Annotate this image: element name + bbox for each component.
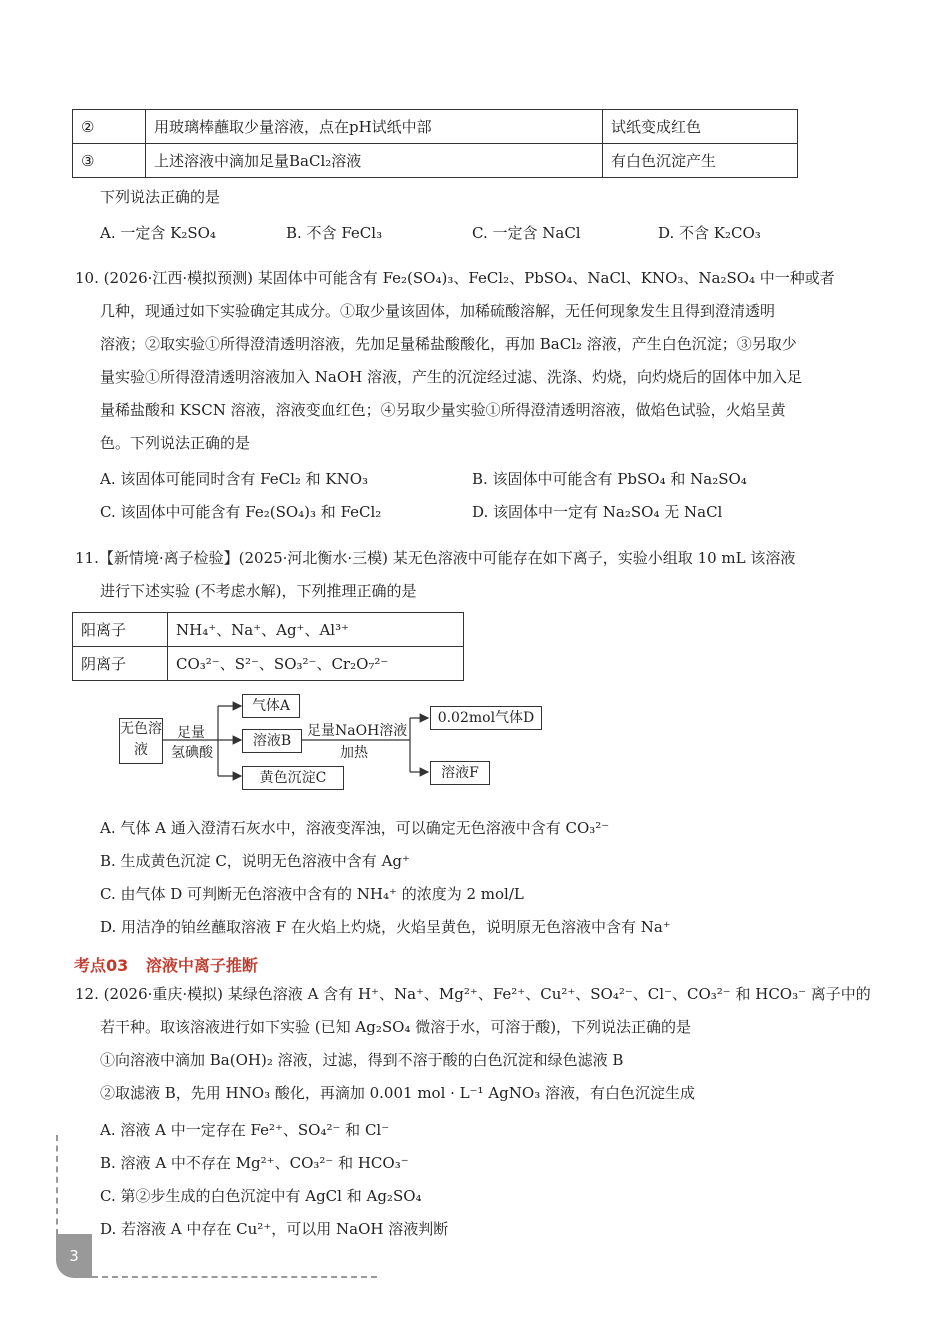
reagent-label: 足量NaOH溶液 [307,723,408,739]
option-a[interactable]: A. 一定含 K₂SO₄ [100,224,216,242]
q11-line: 11.【新情境·离子检验】(2025·河北衡水·三模) 某无色溶液中可能存在如下离子，实验小组取 10 mL 该溶液 [75,549,796,567]
page-border-decoration [92,1276,377,1278]
option-b[interactable]: B. 生成黄色沉淀 C，说明无色溶液中含有 Ag⁺ [100,852,410,870]
q10-line: 色。下列说法正确的是 [100,434,251,452]
solution-b-box: 溶液B [242,729,302,753]
table-cell: NH₄⁺、Na⁺、Ag⁺、Al³⁺ [168,613,464,647]
option-c[interactable]: C. 一定含 NaCl [472,224,581,242]
table-cell: 阴离子 [73,647,168,681]
page-border-decoration [56,1135,58,1235]
reagent-label: 足量 [177,725,205,741]
section-label: 考点03 [74,956,129,975]
table-cell: 有白色沉淀产生 [603,144,798,178]
ion-table [72,612,464,681]
q12-line: 若干种。取该溶液进行如下实验 (已知 Ag₂SO₄ 微溶于水，可溶于酸)，下列说法正确的是 [100,1018,692,1036]
table-cell: 用玻璃棒蘸取少量溶液，点在pH试纸中部 [146,110,603,144]
precipitate-c-box: 黄色沉淀C [242,766,344,790]
question-stem: 下列说法正确的是 [100,188,221,206]
q10-line: 几种，现通过如下实验确定其成分。①取少量该固体，加稀硫酸溶解，无任何现象发生且得到澄清透明 [100,302,776,320]
q10-line: 10. (2026·江西·模拟预测) 某固体中可能含有 Fe₂(SO₄)₃、FeCl₂、PbSO₄、NaCl、KNO₃、Na₂SO₄ 中一种或者 [75,269,835,287]
table-cell: 试纸变成红色 [603,110,798,144]
option-a[interactable]: A. 该固体可能同时含有 FeCl₂ 和 KNO₃ [100,470,369,488]
solution-f-box: 溶液F [430,761,490,785]
q10-line: 量稀盐酸和 KSCN 溶液，溶液变血红色；④另取少量实验①所得澄清透明溶液，做焰色试验，火焰呈黄 [100,401,786,419]
table-row [73,110,798,144]
gas-d-box: 0.02mol气体D [430,706,542,730]
table-cell: CO₃²⁻、S²⁻、SO₃²⁻、Cr₂O₇²⁻ [168,647,464,681]
top-table [72,109,798,178]
q12-line: 12. (2026·重庆·模拟) 某绿色溶液 A 含有 H⁺、Na⁺、Mg²⁺、Fe²⁺、Cu²⁺、SO₄²⁻、Cl⁻、CO₃²⁻ 和 HCO₃⁻ 离子中的 [75,985,871,1003]
table-cell: ③ [73,144,146,178]
option-d[interactable]: D. 用洁净的铂丝蘸取溶液 F 在火焰上灼烧，火焰呈黄色，说明原无色溶液中含有 Na⁺ [100,918,671,936]
condition-label: 加热 [340,745,368,761]
section-heading [74,953,258,976]
option-b[interactable]: B. 该固体中可能含有 PbSO₄ 和 Na₂SO₄ [472,470,747,488]
option-c[interactable]: C. 该固体中可能含有 Fe₂(SO₄)₃ 和 FeCl₂ [100,503,382,521]
option-d[interactable]: D. 若溶液 A 中存在 Cu²⁺，可以用 NaOH 溶液判断 [100,1220,449,1238]
option-d[interactable]: D. 该固体中一定有 Na₂SO₄ 无 NaCl [472,503,723,521]
table-row [73,144,798,178]
option-a[interactable]: A. 气体 A 通入澄清石灰水中，溶液变浑浊，可以确定无色溶液中含有 CO₃²⁻ [100,819,610,837]
table-cell: ② [73,110,146,144]
table-cell: 上述溶液中滴加足量BaCl₂溶液 [146,144,603,178]
gas-a-box: 气体A [242,694,300,718]
q12-line: ①向溶液中滴加 Ba(OH)₂ 溶液，过滤，得到不溶于酸的白色沉淀和绿色滤液 B [100,1051,624,1069]
start-box: 无色溶液 [119,718,163,764]
option-a[interactable]: A. 溶液 A 中一定存在 Fe²⁺、SO₄²⁻ 和 Cl⁻ [100,1121,390,1139]
option-d[interactable]: D. 不含 K₂CO₃ [658,224,761,242]
section-title: 溶液中离子推断 [145,956,258,975]
table-cell: 阳离子 [73,613,168,647]
q10-line: 溶液；②取实验①所得澄清透明溶液，先加足量稀盐酸酸化，再加 BaCl₂ 溶液，产生白色沉淀；③另取少 [100,335,797,353]
option-b[interactable]: B. 不含 FeCl₃ [286,224,383,242]
page-number: 3 [56,1234,92,1278]
q10-line: 量实验①所得澄清透明溶液加入 NaOH 溶液，产生的沉淀经过滤、洗涤、灼烧，向灼烧后的固体中加入足 [100,368,802,386]
reagent-label: 氢碘酸 [171,745,213,761]
option-c[interactable]: C. 第②步生成的白色沉淀中有 AgCl 和 Ag₂SO₄ [100,1187,422,1205]
table-row [73,647,464,681]
table-row [73,613,464,647]
q11-line: 进行下述实验 (不考虑水解)，下列推理正确的是 [100,582,417,600]
option-b[interactable]: B. 溶液 A 中不存在 Mg²⁺、CO₃²⁻ 和 HCO₃⁻ [100,1154,409,1172]
option-c[interactable]: C. 由气体 D 可判断无色溶液中含有的 NH₄⁺ 的浓度为 2 mol/L [100,885,524,903]
q12-line: ②取滤液 B，先用 HNO₃ 酸化，再滴加 0.001 mol · L⁻¹ AgNO₃ 溶液，有白色沉淀生成 [100,1084,695,1102]
